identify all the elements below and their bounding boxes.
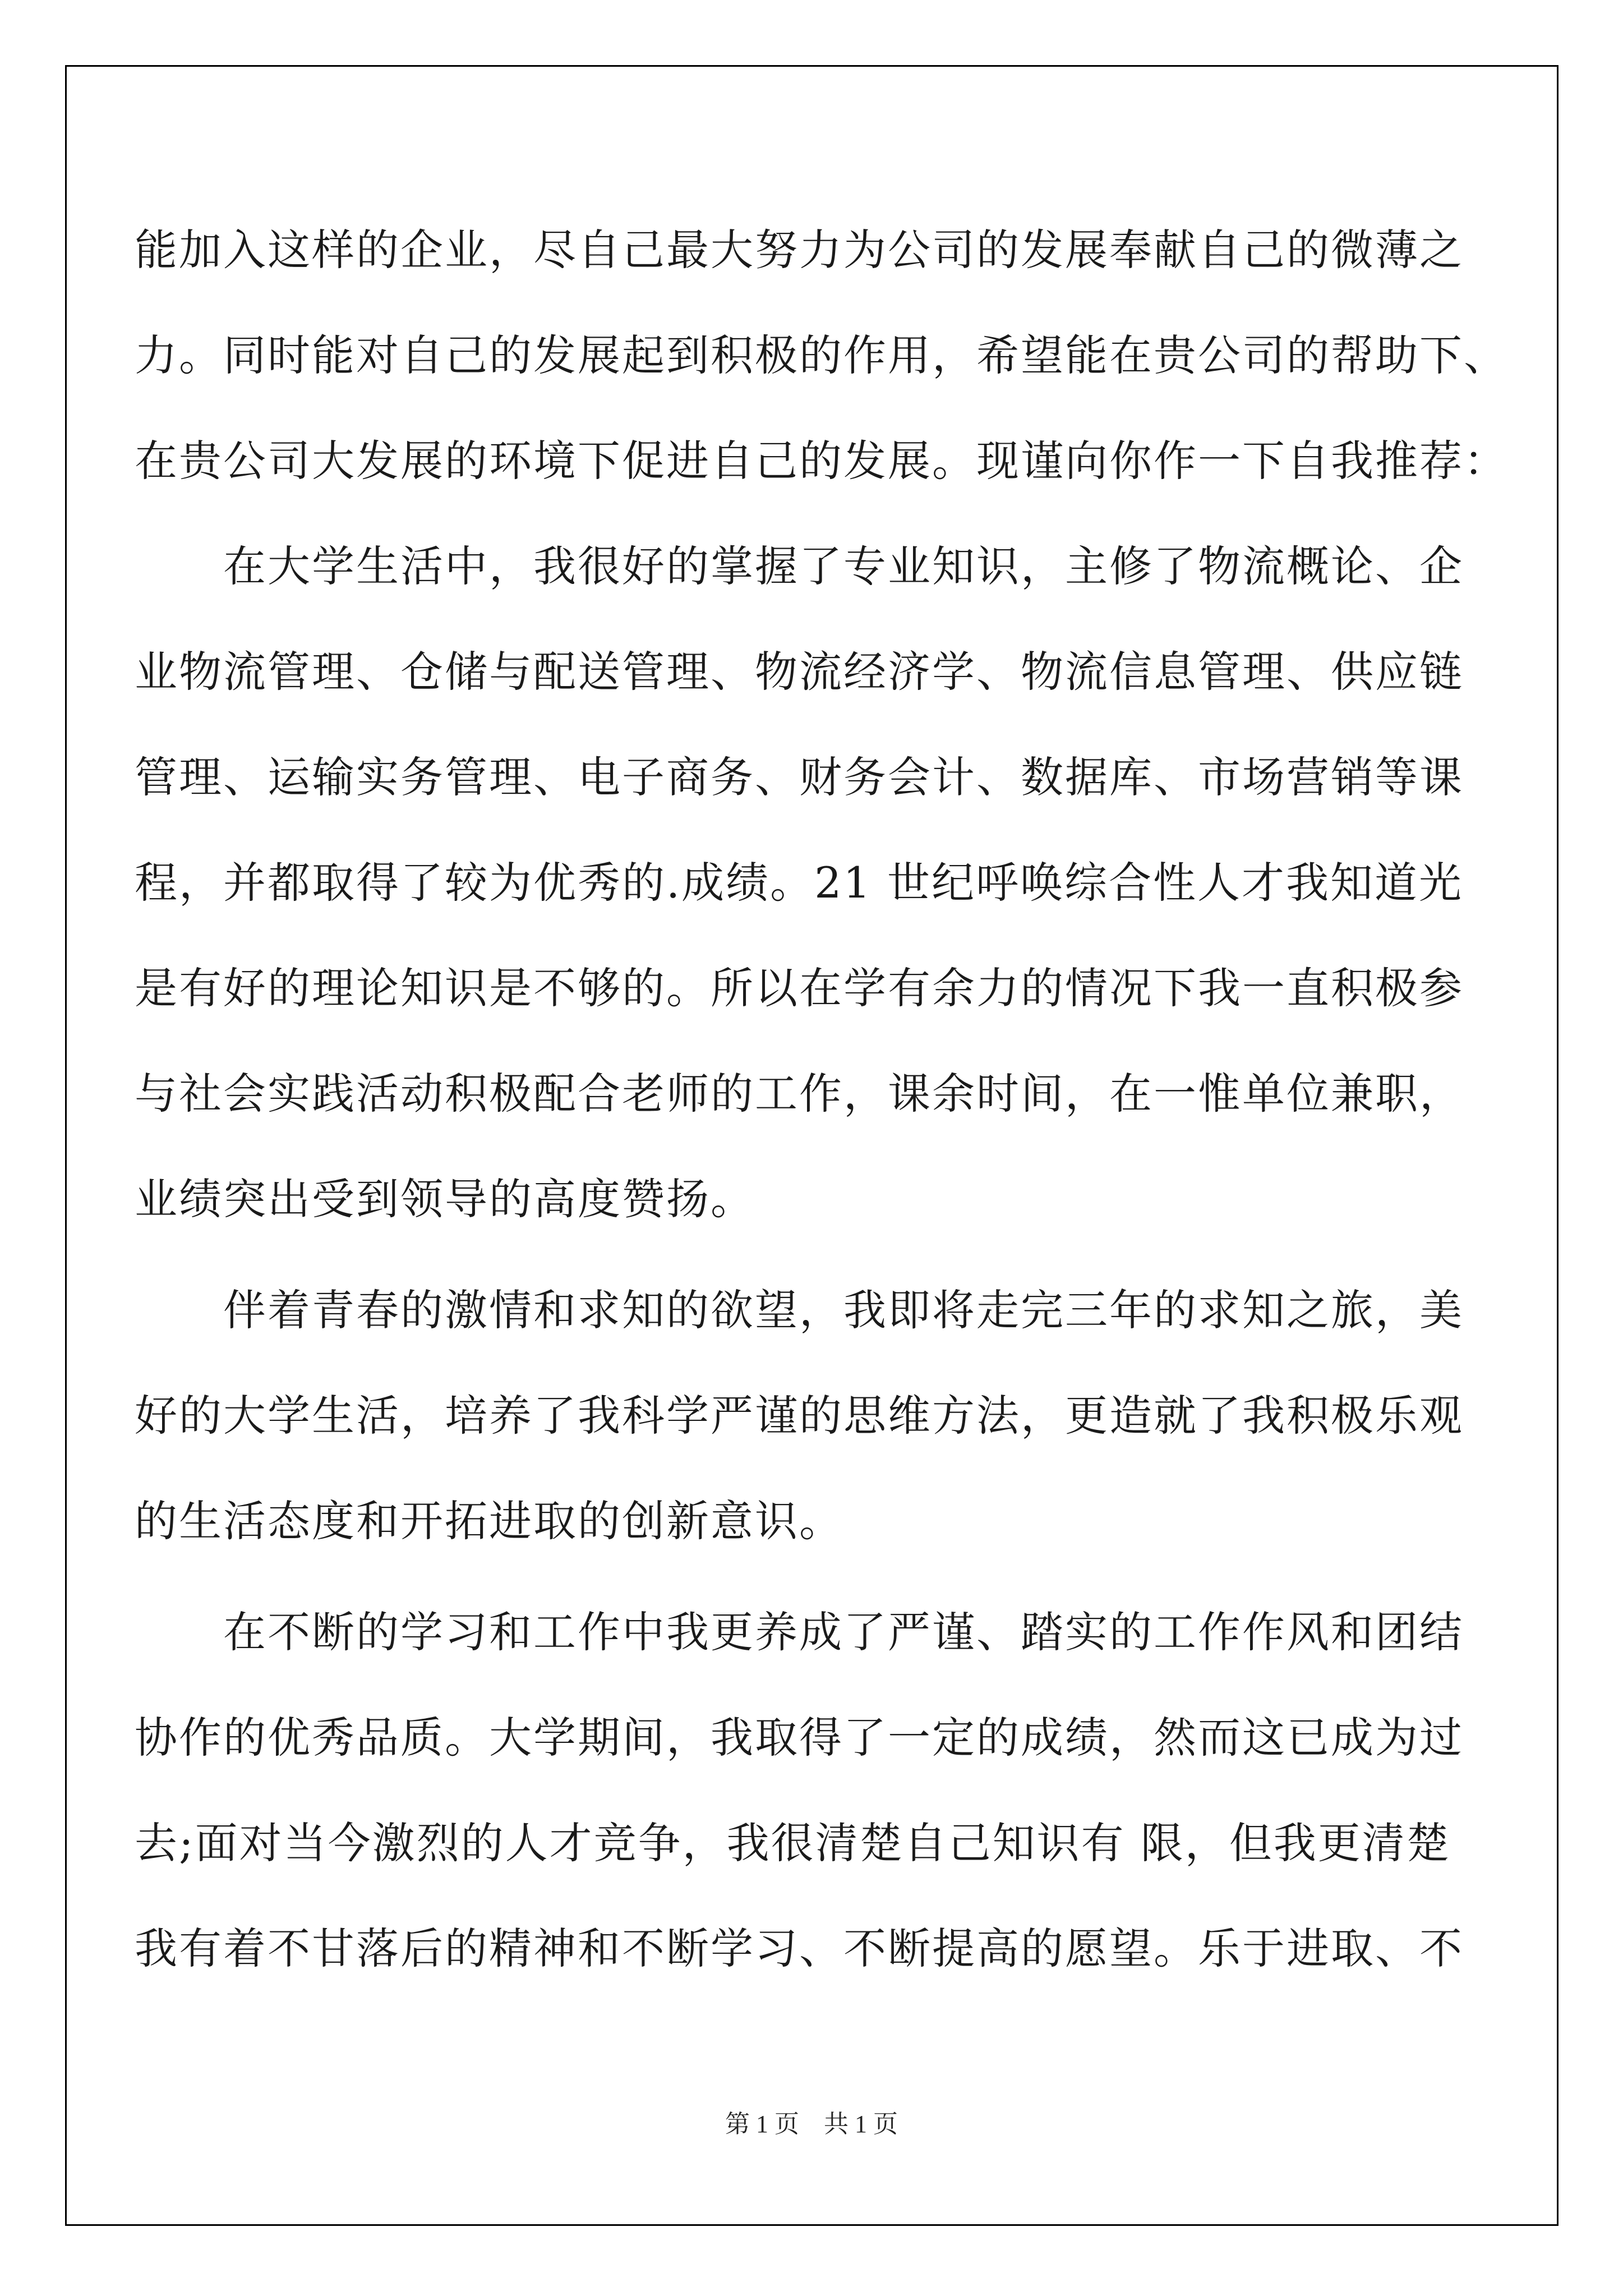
text-line: 我有着不甘落后的精神和不断学习、不断提高的愿望。乐于进取、不 — [135, 1924, 1464, 1973]
text-line: 能加入这样的企业，尽自己最大努力为公司的发展奉献自己的微薄之 — [135, 225, 1464, 275]
text-line: 的生活态度和开拓进取的创新意识。 — [135, 1496, 843, 1546]
page-border — [65, 65, 1559, 2226]
text-line: 程，并都取得了较为优秀的.成绩。21 世纪呼唤综合性人才我知道光 — [135, 858, 1464, 908]
text-line: 在贵公司大发展的环境下促进自己的发展。现谨向你作一下自我推荐： — [135, 436, 1508, 486]
text-line: 去;面对当今激烈的人才竞争，我很清楚自己知识有 限，但我更清楚 — [135, 1818, 1451, 1868]
text-line: 力。同时能对自己的发展起到积极的作用，希望能在贵公司的帮助下、 — [135, 330, 1508, 380]
text-line: 与社会实践活动积极配合老师的工作，课余时间，在一惟单位兼职， — [135, 1069, 1464, 1119]
text-line: 是有好的理论知识是不够的。所以在学有余力的情况下我一直积极参 — [135, 963, 1464, 1013]
text-line: 管理、运输实务管理、电子商务、财务会计、数据库、市场营销等课 — [135, 752, 1464, 802]
text-line: 协作的优秀品质。大学期间，我取得了一定的成绩，然而这已成为过 — [135, 1713, 1464, 1763]
page-footer: 第 1 页 共 1 页 — [725, 2110, 898, 2138]
text-line: 伴着青春的激情和求知的欲望，我即将走完三年的求知之旅，美 — [135, 1285, 1464, 1335]
text-line: 好的大学生活，培养了我科学严谨的思维方法，更造就了我积极乐观 — [135, 1391, 1464, 1441]
text-line: 在不断的学习和工作中我更养成了严谨、踏实的工作作风和团结 — [135, 1607, 1464, 1657]
text-line: 在大学生活中，我很好的掌握了专业知识，主修了物流概论、企 — [135, 541, 1464, 591]
text-line: 业物流管理、仓储与配送管理、物流经济学、物流信息管理、供应链 — [135, 647, 1464, 697]
text-line: 业绩突出受到领导的高度赞扬。 — [135, 1174, 755, 1224]
